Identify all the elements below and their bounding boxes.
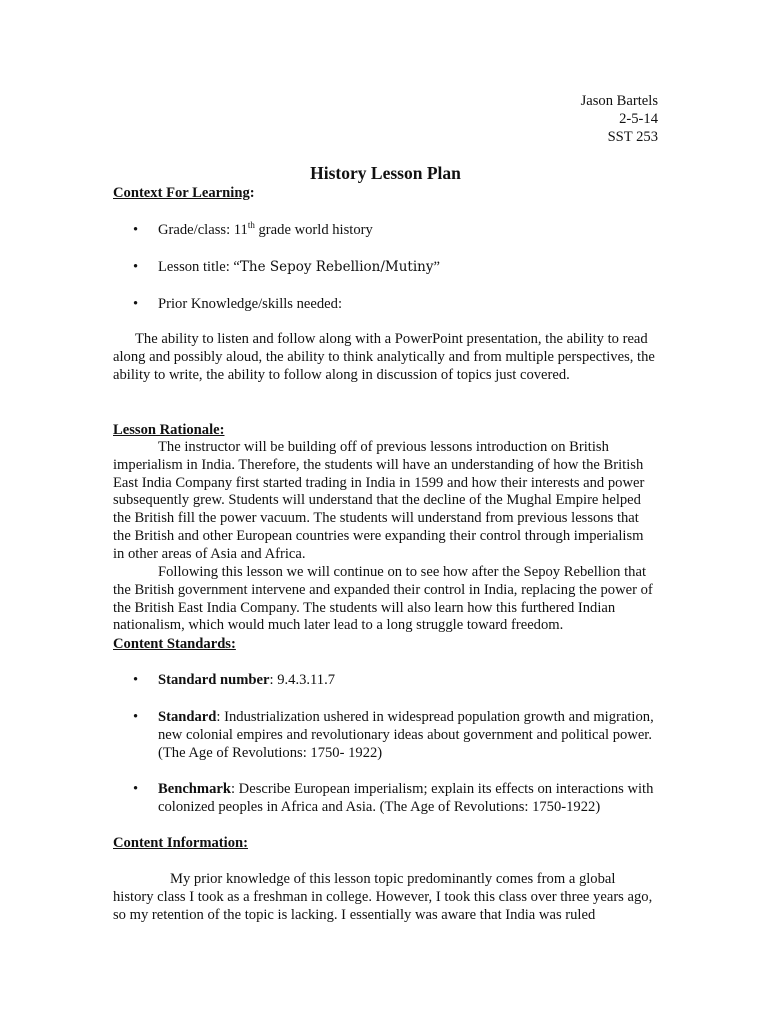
prior-knowledge-text: The ability to listen and follow along with a PowerPoint presentation, the ability to read along and possibly aloud, the ability to think analytically and from multiple perspectives, the ability to write, the ability to follow along in discussion of topics just covered.	[113, 331, 655, 383]
list-item-standard: • Standard: Industrialization ushered in widespread population growth and migration, new colonial empires and revolutionary ideas about government and political power. (The Age of Revolutions: 1750- 1922)	[113, 709, 658, 762]
context-list-lesson-title	[113, 259, 440, 277]
content-info-heading: Content Information:	[113, 835, 248, 851]
standards-list-standard	[113, 709, 658, 762]
list-item-lesson-title: • Lesson title: “The Sepoy Rebellion/Mutiny”	[113, 259, 440, 277]
standards-list	[113, 672, 658, 690]
context-list-prior	[113, 296, 342, 314]
content-info-paragraph: My prior knowledge of this lesson topic predominantly comes from a global history class I took as a freshman in college. However, I took this class over three years ago, so my retention of the topic is lacking. I essentially was aware that India was ruled	[113, 871, 653, 923]
context-heading: Context For Learning:	[113, 185, 255, 201]
list-item-grade: • Grade/class: 11th grade world history	[113, 222, 373, 240]
list-item-standard-number: • Standard number: 9.4.3.11.7	[113, 672, 658, 690]
rationale-heading: Lesson Rationale:	[113, 422, 225, 438]
document-header	[581, 92, 658, 146]
list-item-benchmark: • Benchmark: Describe European imperialism; explain its effects on interactions with colonized peoples in Africa and Asia. (The Age of Revolutions: 1750-1922)	[113, 781, 658, 817]
standards-list-benchmark	[113, 781, 658, 817]
context-list	[113, 222, 373, 240]
standards-heading: Content Standards:	[113, 636, 236, 652]
rationale-paragraph-2: Following this lesson we will continue on to see how after the Sepoy Rebellion that the British government intervene and expanded their control in India, replacing the power of the British East India Company. The students will also learn how this furthered Indian nationalism, which would much later lead to a long struggle toward freedom.	[113, 564, 653, 634]
document-date: 2-5-14	[619, 111, 658, 127]
course-code: SST 253	[607, 129, 658, 145]
author-name: Jason Bartels	[580, 93, 658, 109]
rationale-paragraph-1: The instructor will be building off of previous lessons introduction on British imperialism in India. Therefore, the students will have an understanding of how the British East India Company first started trading in India in 1599 and how their interests and power subsequently grew. Students will understand that the decline of the Mughal Empire helped the British fill the power vacuum. The students will understand from previous lessons that the British and other European countries were expanding their control through imperialism in other areas of Asia and Africa.	[113, 439, 645, 562]
page-title: History Lesson Plan	[310, 163, 461, 183]
list-item-prior-knowledge: • Prior Knowledge/skills needed:	[113, 296, 342, 314]
